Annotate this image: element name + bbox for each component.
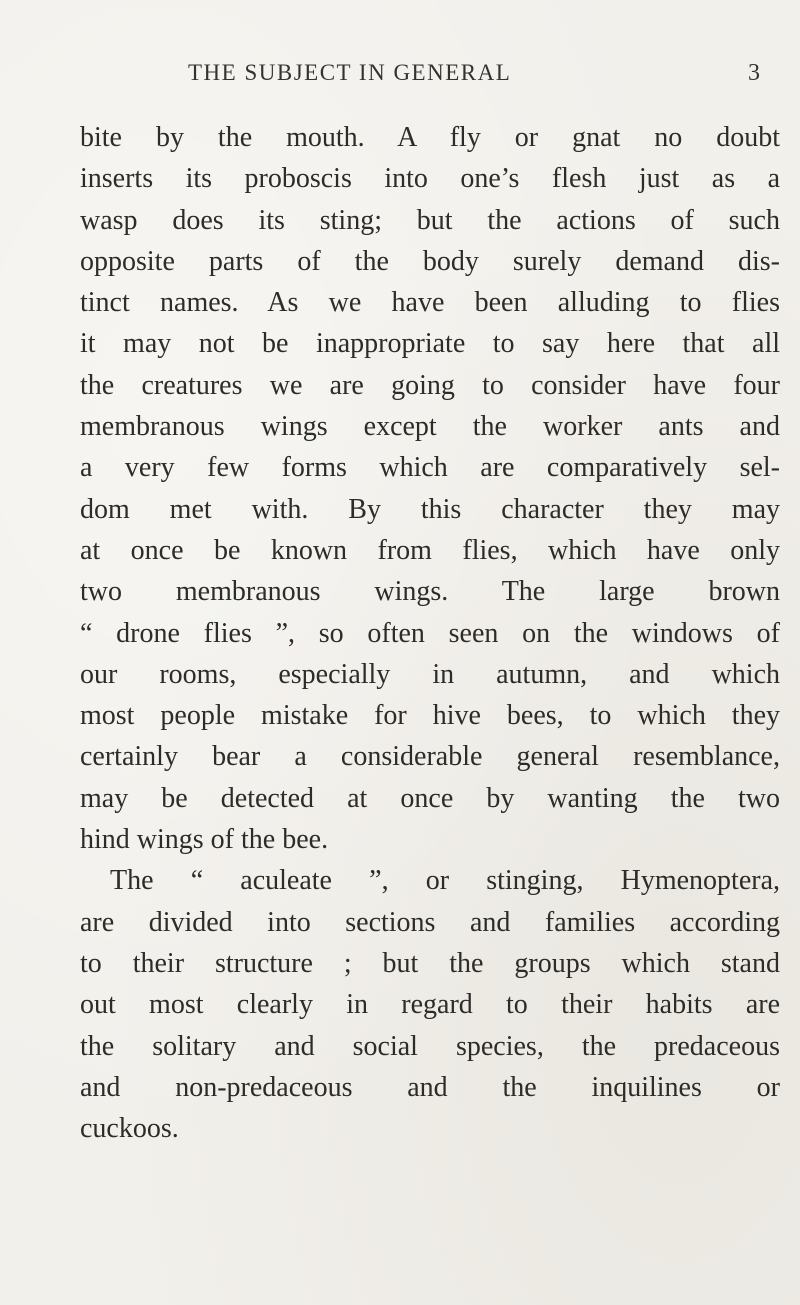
- text-line: dom met with. By this character they may: [80, 493, 780, 525]
- text-line: tinct names. As we have been alluding to flies: [80, 287, 780, 319]
- text-line: may be detected at once by wanting the two: [80, 782, 780, 814]
- running-head: [0, 60, 800, 94]
- page-number: 3: [748, 60, 760, 86]
- text-line: are divided into sections and families according: [80, 906, 780, 938]
- text-line: a very few forms which are comparatively sel-: [80, 452, 780, 484]
- text-line: bite by the mouth. A fly or gnat no doubt: [80, 122, 780, 153]
- text-line: it may not be inappropriate to say here that all: [80, 328, 780, 360]
- text-line: membranous wings except the worker ants and: [80, 411, 780, 443]
- text-line: and non-predaceous and the inquilines or: [80, 1071, 780, 1103]
- text-line-paragraph-start: The “ aculeate ”, or stinging, Hymenoptera,: [110, 865, 780, 897]
- text-line-paragraph-end: cuckoos.: [80, 1113, 179, 1145]
- text-line: to their structure ; but the groups which stand: [80, 947, 780, 979]
- text-line: two membranous wings. The large brown: [80, 576, 780, 608]
- text-line: out most clearly in regard to their habits are: [80, 989, 780, 1021]
- text-line: most people mistake for hive bees, to which they: [80, 700, 780, 732]
- text-line: inserts its proboscis into one’s flesh just as a: [80, 163, 780, 195]
- text-line: our rooms, especially in autumn, and which: [80, 658, 780, 690]
- text-line: “ drone flies ”, so often seen on the windows of: [80, 617, 780, 649]
- body-text: [80, 117, 780, 1149]
- text-line: at once be known from flies, which have only: [80, 534, 780, 566]
- text-line: the creatures we are going to consider have four: [80, 369, 780, 401]
- text-line-paragraph-end: hind wings of the bee.: [80, 824, 329, 856]
- text-line: the solitary and social species, the predaceous: [80, 1030, 780, 1062]
- text-line: wasp does its sting; but the actions of such: [80, 204, 780, 236]
- text-line: opposite parts of the body surely demand dis-: [80, 245, 780, 277]
- running-head-title: THE SUBJECT IN GENERAL: [188, 60, 512, 85]
- text-line: certainly bear a considerable general resemblance,: [80, 741, 780, 773]
